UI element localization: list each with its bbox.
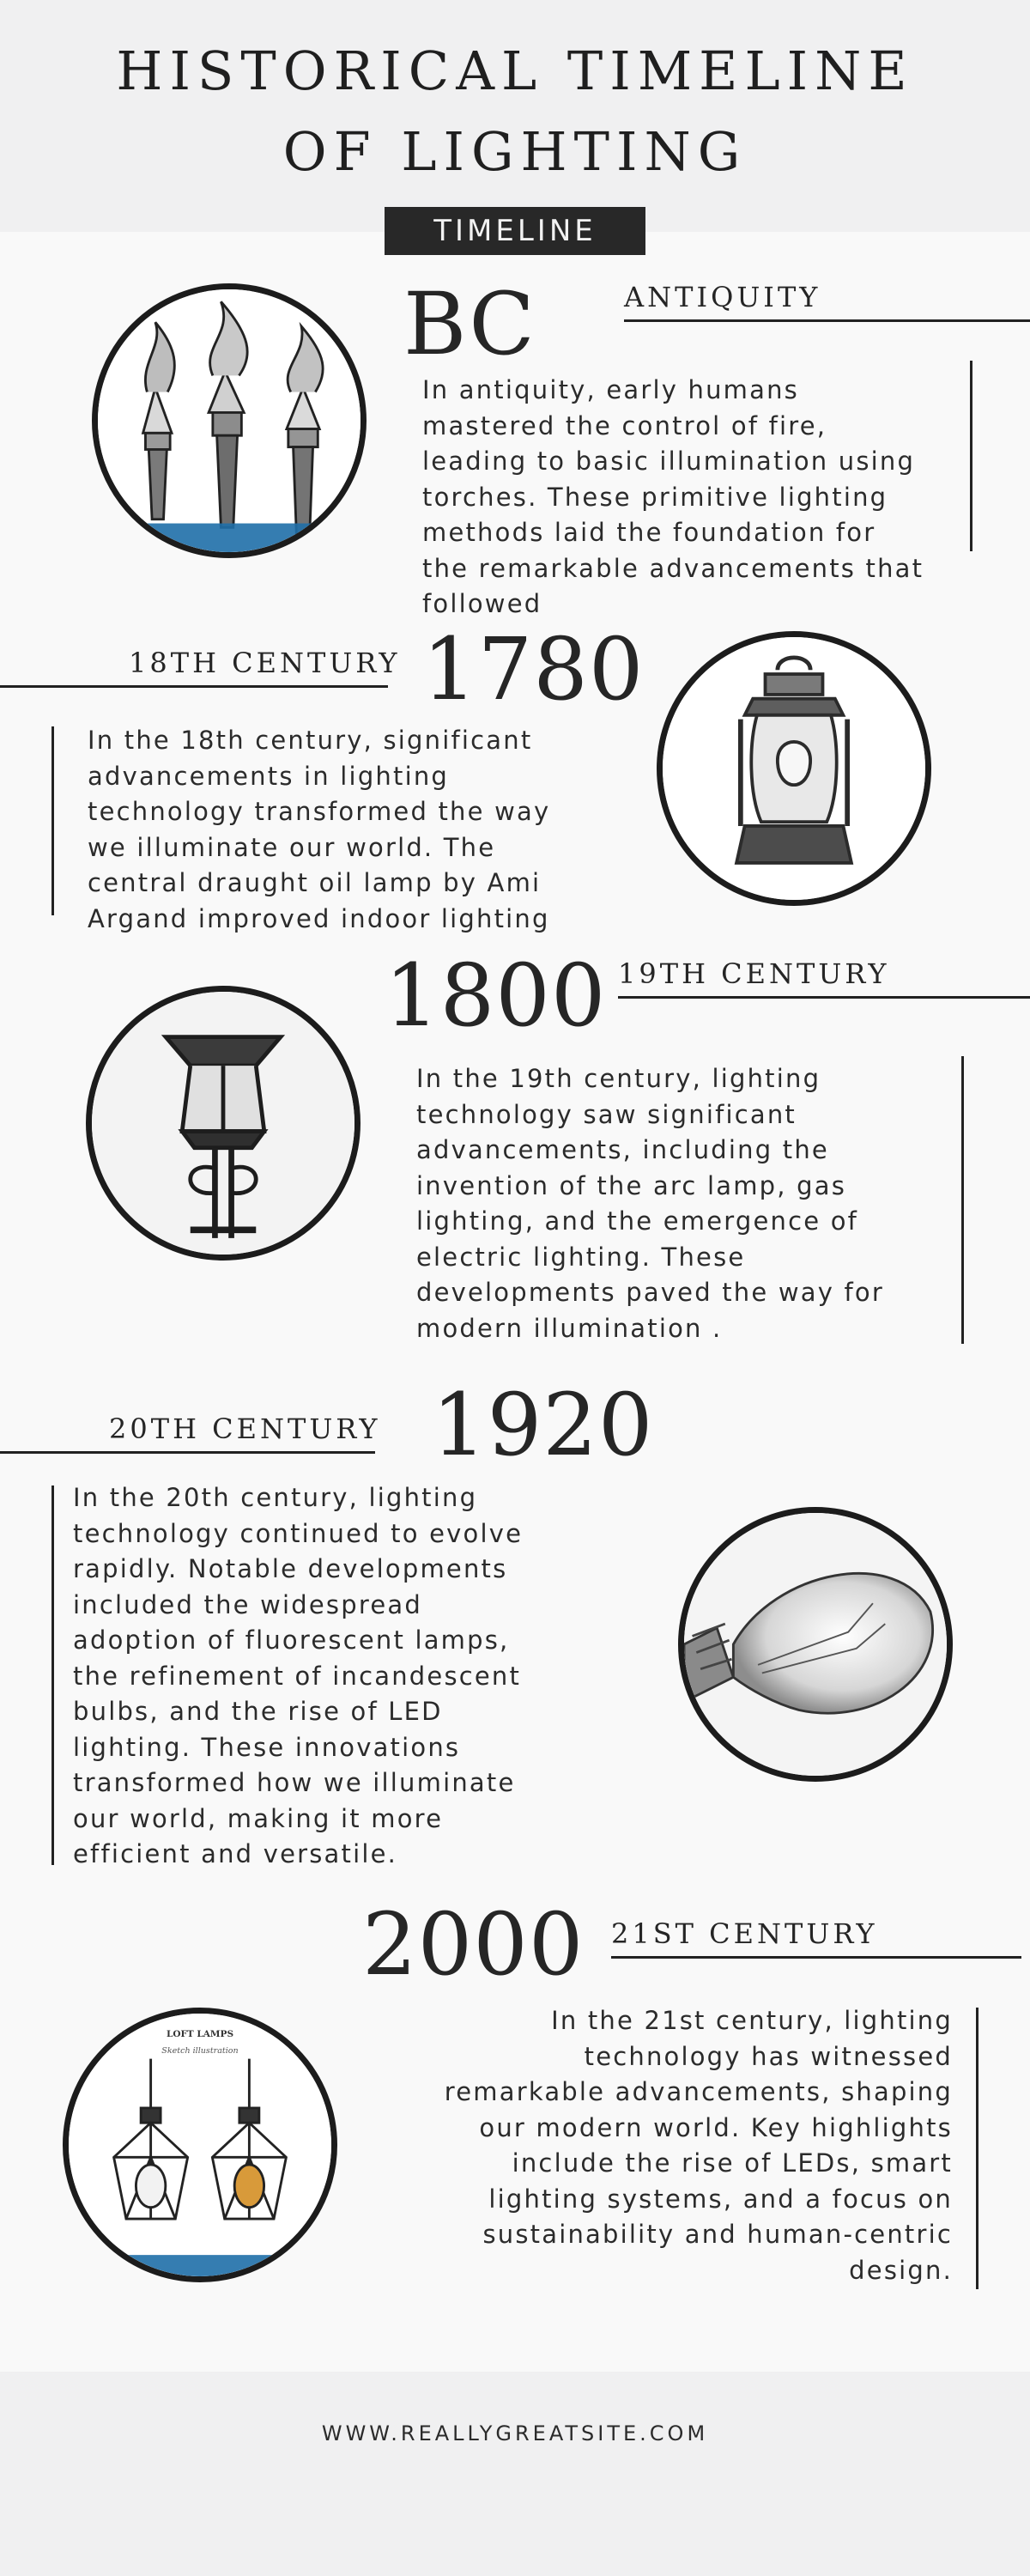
lantern-icon <box>663 637 925 900</box>
street-lamp-illustration <box>86 986 360 1261</box>
antiquity-rule <box>624 319 1030 322</box>
torches-illustration <box>92 283 367 558</box>
street-lamp-icon <box>92 992 354 1255</box>
footer-website-link[interactable]: WWW.REALLYGREATSITE.COM <box>321 2421 709 2445</box>
section-title-21st-century: 21ST CENTURY <box>611 1917 878 1950</box>
21st-century-rule <box>611 1956 1021 1959</box>
year-bc: BC <box>403 274 536 374</box>
21st-century-text: In the 21st century, lighting technology has witnessed remarkable advancements, shaping our modern world. Key highlights include the rise of LEDs, smart lighting systems, and a focus on sustainability and human-centric design. <box>444 2006 953 2285</box>
18th-century-text: In the 18th century, significant advancements in lighting technology transformed the way we illuminate our world. The central draught oil lamp by Ami Argand improved indoor lighting <box>88 726 551 933</box>
light-bulb-icon <box>684 1513 947 1776</box>
year-2000: 2000 <box>362 1894 585 1995</box>
header-band <box>0 0 1030 232</box>
19th-century-rule <box>618 996 1030 999</box>
page-title-line-1: HISTORICAL TIMELINE <box>116 39 914 102</box>
sketch-illustration-caption: Sketch illustration <box>161 2045 239 2056</box>
section-title-antiquity: ANTIQUITY <box>624 281 821 313</box>
18th-century-rule <box>0 685 388 688</box>
oil-lantern-illustration <box>657 631 931 906</box>
pendant-lamps-icon <box>69 2014 331 2276</box>
21st-century-side-rule <box>976 2008 978 2289</box>
section-title-18th-century: 18TH CENTURY <box>129 647 401 679</box>
year-1800: 1800 <box>385 945 607 1046</box>
18th-century-side-rule <box>52 726 54 915</box>
loft-lamps-caption: LOFT LAMPS <box>166 2028 234 2039</box>
20th-century-text: In the 20th century, lighting technology continued to evolve rapidly. Notable developments included the widespread adoption of fluorescent lamps, the refinement of incandescent bulbs, and the rise of LED lighting. These innovations transformed how we illuminate our world, making it more efficient and versatile. <box>73 1483 524 1868</box>
antiquity-text: In antiquity, early humans mastered the control of fire, leading to basic illumination using torches. These primitive lighting methods laid the foundation for the remarkable advancements that followed <box>422 375 924 618</box>
19th-century-text: In the 19th century, lighting technology saw significant advancements, including the invention of the arc lamp, gas lighting, and the emergence of electric lighting. These developments paved the way for modern illumination . <box>416 1064 884 1343</box>
year-1780: 1780 <box>422 619 645 720</box>
section-title-19th-century: 19TH CENTURY <box>618 957 890 990</box>
torches-icon <box>98 289 360 552</box>
page-title-line-2: OF LIGHTING <box>282 120 748 183</box>
20th-century-rule <box>0 1451 375 1454</box>
20th-century-side-rule <box>52 1485 54 1865</box>
section-title-20th-century: 20TH CENTURY <box>109 1413 381 1445</box>
timeline-tag: TIMELINE <box>385 207 645 255</box>
year-1920: 1920 <box>432 1375 654 1475</box>
footer-band <box>0 2372 1030 2576</box>
pendant-lamps-sketch <box>63 2008 337 2282</box>
light-bulb-photo <box>678 1507 953 1782</box>
